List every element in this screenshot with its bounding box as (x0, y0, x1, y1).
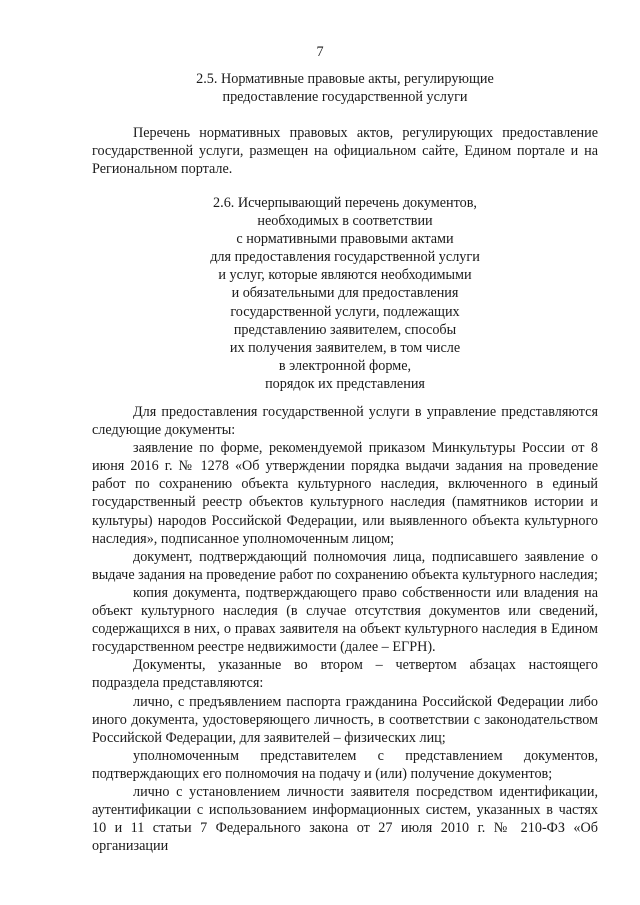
heading-line: предоставление государственной услуги (222, 89, 468, 106)
heading-line: для предоставления государственной услуги (210, 249, 480, 266)
heading-line: порядок их представления (265, 375, 425, 392)
section-2-6-body (92, 403, 598, 855)
heading-line: и обязательными для предоставления (231, 285, 459, 302)
section-2-5-heading (92, 70, 598, 106)
heading-line: их получения заявителем, в том числе (229, 339, 461, 356)
section-2-6-heading (92, 194, 598, 393)
paragraph: лично, с предъявлением паспорта гражданина Российской Федерации либо иного документа, удостоверяющего личность, в соответствии с законодательством Российской Федерации, для заявителей – физических лиц; (92, 693, 598, 746)
paragraph: лично с установлением личности заявителя посредством идентификации, аутентификации с использованием информационных систем, указанных в частях 10 и 11 статьи 7 Федерального закона от 27 июля 2010 г. № 210-ФЗ «Об организации (92, 783, 598, 855)
section-2-5-body (92, 124, 598, 178)
paragraph: документ, подтверждающий полномочия лица, подписавшего заявление о выдаче задания на проведение работ по сохранению объекта культурного наследия; (92, 548, 598, 583)
paragraph: Для предоставления государственной услуги в управление представляются следующие документы: (92, 404, 598, 439)
heading-line: 2.6. Исчерпывающий перечень документов, (213, 195, 477, 211)
heading-line: необходимых в соответствии (257, 213, 433, 230)
heading-line: с нормативными правовыми актами (236, 231, 454, 248)
paragraph: Перечень нормативных правовых актов, регулирующих предоставление государственной услуги, размещен на официальном сайте, Едином портале и на Региональном портале. (92, 125, 598, 178)
heading-line: 2.5. Нормативные правовые акты, регулирующие (196, 71, 494, 87)
heading-line: государственной услуги, подлежащих (230, 303, 460, 320)
paragraph: уполномоченным представителем с представлением документов, подтверждающих его полномочия на подачу и (или) получение документов; (92, 747, 598, 782)
paragraph: Документы, указанные во втором – четвертом абзацах настоящего подраздела представляются: (92, 657, 598, 692)
paragraph: заявление по форме, рекомендуемой приказом Минкультуры России от 8 июня 2016 г. № 1278 «Об утверждении порядка выдачи задания на проведение работ по сохранению объекта культурного наследия, включенного в единый государственный реестр объектов культурного наследия (памятников истории и культуры) народов Российской Федерации, или выявленного объекта культурного наследия», подписанное уполномоченным лицом; (92, 440, 598, 547)
page-number: 7 (316, 44, 324, 60)
heading-line: представлению заявителем, способы (233, 321, 457, 338)
heading-line: и услуг, которые являются необходимыми (218, 267, 472, 284)
paragraph: копия документа, подтверждающего право собственности или владения на объект культурного наследия (в случае отсутствия документов или сведений, содержащихся в них, о правах заявителя на объект культурного наследия в Едином государственном реестре недвижимости (далее – ЕГРН). (92, 584, 598, 656)
heading-line: в электронной форме, (278, 357, 412, 374)
